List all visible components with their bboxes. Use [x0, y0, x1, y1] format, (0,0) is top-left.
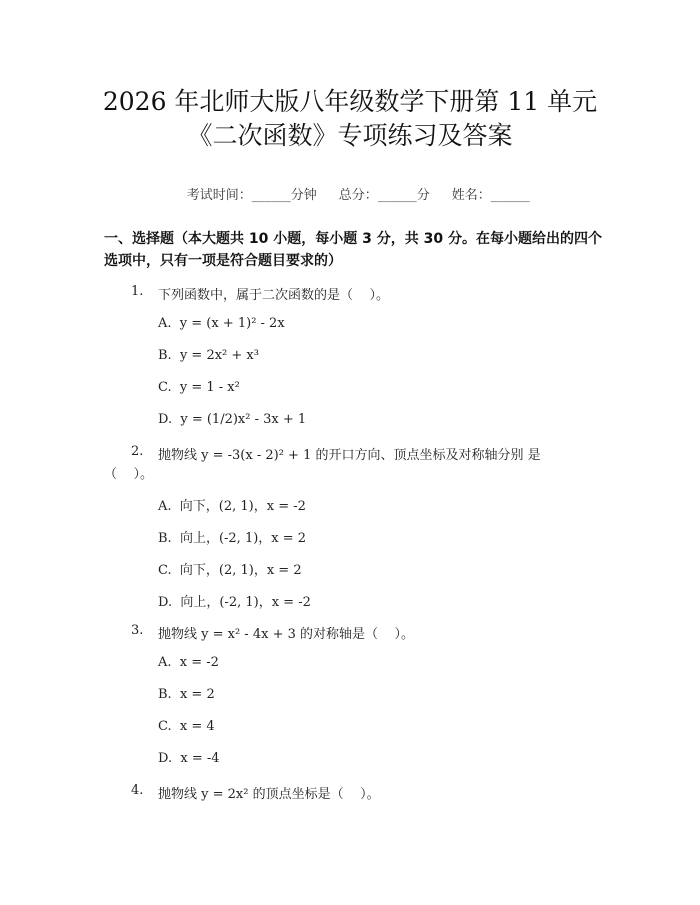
student-name: 姓名：______ [451, 188, 530, 203]
exam-total-score: 总分：______分 [338, 188, 430, 203]
question-stem: 抛物线 y = 2x² 的顶点坐标是（ ）。 [158, 787, 380, 802]
option-a: A. x = -2 [158, 655, 219, 670]
option-a: A. 向下，(2, 1)，x = -2 [158, 499, 306, 514]
option-b: B. 向上，(-2, 1)，x = 2 [158, 531, 307, 546]
question-number: 1. [131, 284, 144, 299]
option-c: C. x = 4 [158, 719, 215, 734]
exam-time: 考试时间：______分钟 [186, 188, 317, 203]
option-d: D. y = (1/2)x² - 3x + 1 [158, 412, 307, 427]
option-d: D. 向上，(-2, 1)，x = -2 [158, 595, 311, 610]
option-a: A. y = (x + 1)² - 2x [158, 316, 285, 331]
document-title-line-2: 《二次函数》专项练习及答案 [187, 121, 513, 150]
document-title-line-1: 2026 年北师大版八年级数学下册第 11 单元 [102, 87, 598, 116]
option-b: B. y = 2x² + x³ [158, 348, 259, 363]
question-stem: 抛物线 y = x² - 4x + 3 的对称轴是（ ）。 [158, 627, 415, 642]
option-c: C. 向下，(2, 1)，x = 2 [158, 563, 302, 578]
question-stem: 下列函数中，属于二次函数的是（ ）。 [158, 288, 390, 303]
question-stem-continuation: （ ）。 [104, 467, 154, 482]
section-header: 一、选择题（本大题共 10 小题，每小题 3 分，共 30 分。在每小题给出的四个选项中，只有一项是符合题目要求的） [104, 231, 602, 269]
question-number: 2. [131, 444, 144, 459]
option-d: D. x = -4 [158, 751, 220, 766]
option-b: B. x = 2 [158, 687, 215, 702]
question-number: 3. [131, 623, 144, 638]
question-stem: 抛物线 y = -3(x - 2)² + 1 的开口方向、顶点坐标及对称轴分别 是 [158, 448, 541, 463]
option-c: C. y = 1 - x² [158, 380, 240, 395]
exam-info [0, 169, 700, 218]
question-number: 4. [131, 783, 144, 798]
